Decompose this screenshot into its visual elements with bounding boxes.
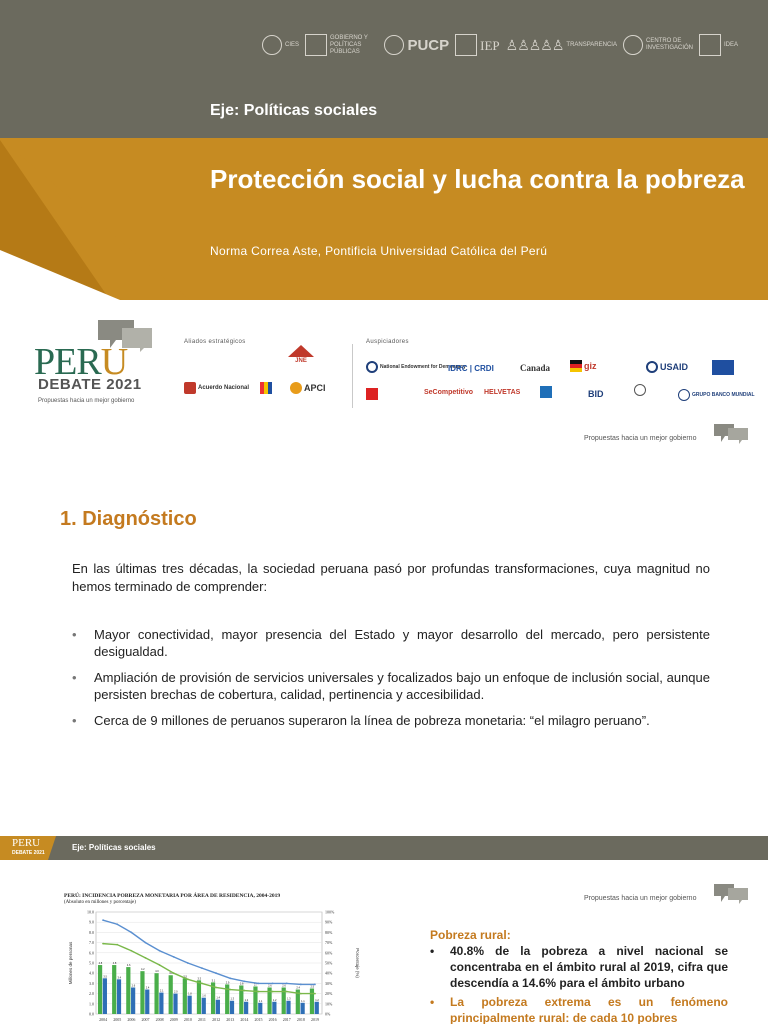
swiss-flag-icon: [366, 388, 378, 400]
bar: [202, 998, 206, 1014]
ned-icon: [366, 361, 378, 373]
y2-tick-label: 90%: [325, 919, 333, 925]
series-point: [173, 972, 175, 974]
bid-logo: BID: [588, 389, 604, 399]
bar-data-label: 2.0: [174, 990, 178, 994]
series-point: [229, 977, 231, 979]
series-point: [116, 944, 118, 946]
x-tick-label: 2006: [127, 1017, 136, 1022]
y-tick-label: 4.0: [89, 970, 94, 976]
cies-icon: [262, 35, 282, 55]
peru-debate-logo: [34, 318, 164, 410]
idrc-logo: IDRC | CRDI: [448, 364, 494, 373]
usaid-logo: USAID: [646, 361, 688, 373]
x-tick-label: 2012: [212, 1017, 221, 1022]
apci-icon: [290, 382, 302, 394]
acuerdo-icon: [184, 382, 196, 394]
intro-paragraph: En las últimas tres décadas, la sociedad peruana pasó por profundas transformaciones, cuya magnitud no hemos terminado de comprender:: [72, 561, 710, 594]
bar-data-label: 2.4: [296, 986, 300, 990]
bar: [197, 980, 201, 1014]
author-line: Norma Correa Aste, Pontificia Universidad Católica del Perú: [210, 244, 548, 258]
chart-subtitle: (Absoluto en millones y porcentaje): [64, 900, 136, 905]
diagnostico-list: [72, 626, 710, 738]
series-point: [187, 962, 189, 964]
bar-data-label: 4.8: [98, 962, 103, 966]
cover-slide: [0, 0, 768, 432]
series-point: [243, 990, 245, 992]
bar: [230, 1001, 234, 1014]
series-point: [145, 957, 147, 959]
page-tagline: Propuestas hacia un mejor gobierno: [584, 895, 697, 902]
iep-logo: IEP: [455, 32, 500, 58]
bar-data-label: 2.7: [253, 983, 258, 987]
series-point: [173, 956, 175, 958]
x-tick-label: 2011: [198, 1017, 206, 1022]
bar-data-label: 3.5: [183, 975, 187, 979]
y-tick-label: 6.0: [89, 950, 94, 956]
bar-data-label: 1.1: [258, 999, 263, 1003]
eu-logo: [712, 360, 734, 375]
bar: [173, 994, 177, 1014]
series-point: [102, 919, 104, 921]
bar-data-label: 3.5: [103, 975, 107, 979]
bar-data-label: 2.6: [268, 984, 272, 988]
x-tick-label: 2013: [226, 1017, 235, 1022]
cies-logo: CIES: [262, 32, 299, 58]
series-point: [314, 984, 316, 986]
series-point: [215, 972, 217, 974]
y2-tick-label: 10%: [325, 1001, 333, 1007]
mini-peru-logo: PERU DEBATE 2021: [12, 837, 45, 856]
bar: [159, 993, 163, 1014]
centro-investigacion-logo: CENTRO DE INVESTIGACIÓN: [623, 32, 693, 58]
series-point: [286, 983, 288, 985]
bar-data-label: 2.4: [145, 986, 150, 990]
bar-data-label: 2.1: [159, 989, 164, 993]
jne-icon: [288, 345, 314, 357]
speech-bubble-icon: [712, 880, 752, 906]
seal-icon: [634, 384, 646, 396]
x-tick-label: 2005: [113, 1017, 122, 1022]
bar-data-label: 4.0: [155, 970, 159, 974]
axis-label: Eje: Políticas sociales: [210, 102, 378, 119]
ned-logo: National Endowment for Democracy: [366, 361, 466, 373]
y2-tick-label: 30%: [325, 980, 333, 986]
list-item: • Mayor conectividad, mayor presencia del Estado y mayor desarrollo del mercado, pero persistente desigualdad.: [72, 626, 710, 660]
gobierno-logo: GOBIERNO Y POLÍTICAS PÚBLICAS: [305, 32, 378, 58]
x-tick-label: 2014: [240, 1017, 249, 1022]
eu-flag-icon: [712, 360, 734, 375]
series-point: [130, 950, 132, 952]
series-point: [258, 991, 260, 993]
section-title: 1. Diagnóstico: [60, 508, 197, 530]
sponsor-logo-strip: [262, 28, 738, 62]
y2-tick-label: 100%: [325, 909, 335, 915]
bar-data-label: 1.3: [287, 997, 291, 1001]
noruega-logo: [634, 384, 646, 396]
bar-data-label: 1.6: [202, 994, 206, 998]
y-tick-label: 3.0: [89, 980, 94, 986]
list-item: • La pobreza extrema es un fenómeno principalmente rural: de cada 10 pobres: [428, 994, 728, 1024]
x-tick-label: 2018: [296, 1017, 305, 1022]
debate-2021-label: DEBATE 2021: [38, 376, 142, 393]
bar-data-label: 4.8: [112, 962, 117, 966]
series-point: [116, 923, 118, 925]
series-point: [272, 983, 274, 985]
x-tick-label: 2007: [141, 1017, 150, 1022]
y2-tick-label: 60%: [325, 950, 333, 956]
idea-logo: IDEA: [699, 32, 738, 58]
germany-flag-icon: [570, 360, 582, 372]
series-point: [187, 978, 189, 980]
page-title: Protección social y lucha contra la pobreza: [210, 164, 745, 194]
ods-logo: [540, 386, 552, 398]
y2-tick-label: 20%: [325, 991, 333, 997]
series-point: [300, 993, 302, 995]
y-tick-label: 7.0: [89, 940, 94, 946]
series-point: [229, 989, 231, 991]
giz-logo: giz: [570, 360, 597, 372]
peru-wordmark: PERU: [34, 341, 128, 383]
y-tick-label: 8.0: [89, 929, 94, 935]
bar-data-label: 3.8: [169, 972, 173, 976]
bar-data-label: 1.2: [315, 998, 319, 1002]
series-point: [215, 987, 217, 989]
x-tick-label: 2010: [183, 1017, 192, 1022]
y2-tick-label: 0%: [325, 1011, 331, 1017]
x-tick-label: 2019: [310, 1017, 319, 1022]
page-tagline: Propuestas hacia un mejor gobierno: [584, 435, 697, 442]
mindef-logo: [260, 382, 272, 394]
x-tick-label: 2016: [268, 1017, 277, 1022]
y2-axis-label: Porcentaje (%): [355, 948, 360, 978]
people-icon: ♙♙♙♙♙: [505, 36, 564, 53]
bar: [154, 973, 158, 1014]
bar: [301, 1003, 305, 1014]
bar: [126, 967, 130, 1014]
series-point: [272, 991, 274, 993]
series-point: [286, 991, 288, 993]
apci-logo: APCI: [290, 382, 326, 394]
bar-data-label: 2.6: [131, 984, 136, 988]
y-tick-label: 9.0: [89, 919, 94, 925]
bar-data-label: 1.8: [188, 992, 192, 996]
bar: [131, 987, 135, 1014]
y2-tick-label: 80%: [325, 929, 333, 935]
bar: [310, 989, 314, 1015]
series-point: [258, 983, 260, 985]
bar-data-label: 2.9: [225, 981, 230, 985]
bar-data-label: 3.1: [211, 979, 216, 983]
bar: [103, 978, 107, 1014]
list-item: • 40.8% de la pobreza a nivel nacional se concentraba en el ámbito rural al 2019, cifra que descendía a 14.6% para el ámbito urbano: [428, 943, 728, 991]
bar: [140, 971, 144, 1014]
speech-bubble-icon: [712, 420, 752, 446]
brand-tagline: Propuestas hacia un mejor gobierno: [38, 398, 135, 404]
bar: [183, 978, 187, 1014]
x-tick-label: 2004: [99, 1017, 108, 1022]
series-point: [201, 983, 203, 985]
axis-label: Eje: Políticas sociales: [72, 843, 156, 852]
iep-icon: [455, 34, 477, 56]
bar-data-label: 1.4: [216, 996, 220, 1000]
bar-data-label: 2.8: [239, 982, 244, 986]
bar-data-label: 1.2: [272, 998, 277, 1002]
swiss-logo: [366, 388, 378, 400]
bar-data-label: 1.2: [244, 998, 249, 1002]
y-tick-label: 1.0: [89, 1001, 94, 1007]
bar: [169, 975, 173, 1014]
series-point: [314, 993, 316, 995]
bar-data-label: 1.1: [301, 999, 305, 1003]
bar: [117, 979, 121, 1014]
acuerdo-nacional-logo: Acuerdo Nacional: [184, 382, 249, 394]
bar-data-label: 2.6: [282, 984, 286, 988]
pucp-logo: PUCP: [384, 32, 449, 58]
x-tick-label: 2015: [254, 1017, 263, 1022]
y-tick-label: 5.0: [89, 960, 94, 966]
seal-icon: [623, 35, 643, 55]
x-tick-label: 2017: [282, 1017, 291, 1022]
bar: [145, 990, 149, 1014]
helvetas-logo: HELVETAS: [484, 389, 521, 396]
idea-icon: [699, 34, 721, 56]
series-point: [159, 950, 161, 952]
banco-mundial-logo: GRUPO BANCO MUNDIAL: [678, 389, 755, 401]
bar: [216, 1000, 220, 1014]
y-tick-label: 2.0: [89, 991, 94, 997]
bar: [286, 1001, 290, 1014]
poverty-chart: [64, 906, 364, 1024]
bar: [188, 996, 192, 1014]
auspiciadores-label: Auspiciadores: [366, 339, 409, 345]
chart-title: PERÚ: INCIDENCIA POBREZA MONETARIA POR ÁREA DE RESIDENCIA, 2004-2019: [64, 893, 281, 899]
list-item: • Cerca de 9 millones de peruanos superaron la línea de pobreza monetaria: “el milagro peruano”.: [72, 712, 710, 729]
bar-data-label: 3.3: [197, 977, 202, 981]
series-point: [145, 942, 147, 944]
y2-tick-label: 70%: [325, 940, 333, 946]
transparencia-logo: ♙♙♙♙♙ TRANSPARENCIA: [505, 36, 617, 53]
bar-data-label: 4.6: [126, 964, 131, 968]
bar-data-label: 1.3: [230, 997, 235, 1001]
bar-data-label: 4.2: [140, 968, 145, 972]
bar: [272, 1002, 276, 1014]
globe-icon: [678, 389, 690, 401]
canada-logo: Canada: [520, 363, 551, 373]
jne-logo: JNE: [288, 345, 314, 364]
series-point: [102, 943, 104, 945]
x-tick-label: 2008: [155, 1017, 164, 1022]
bar-data-label: 3.4: [117, 976, 122, 980]
rural-heading: Pobreza rural:: [430, 928, 511, 942]
flag-icon: [260, 382, 272, 394]
bar: [98, 965, 102, 1014]
bar-data-label: 2.5: [310, 985, 315, 989]
series-point: [243, 980, 245, 982]
series-point: [159, 964, 161, 966]
aliados-label: Aliados estratégicos: [184, 339, 246, 345]
y2-tick-label: 40%: [325, 970, 333, 976]
y-tick-label: 0.0: [89, 1011, 94, 1017]
y-tick-label: 10.0: [87, 909, 94, 915]
usaid-icon: [646, 361, 658, 373]
bar: [112, 965, 116, 1014]
ods-icon: [540, 386, 552, 398]
pucp-icon: [384, 35, 404, 55]
x-tick-label: 2009: [169, 1017, 178, 1022]
bar: [258, 1003, 262, 1014]
rural-list: [428, 943, 728, 1024]
secompetitivo-logo: SeCompetitivo: [424, 389, 474, 396]
bar: [244, 1002, 248, 1014]
gobierno-icon: [305, 34, 327, 56]
series-point: [201, 967, 203, 969]
y-axis-label: Millones de personas: [68, 941, 73, 985]
divider: [352, 344, 353, 408]
series-point: [130, 932, 132, 934]
y2-tick-label: 50%: [325, 960, 333, 966]
bar: [315, 1002, 319, 1014]
series-point: [300, 984, 302, 986]
list-item: • Ampliación de provisión de servicios universales y focalizados bajo un enfoque de inclusión social, aunque persisten brechas de cobertura, calidad, pertinencia y accesibilidad.: [72, 669, 710, 703]
